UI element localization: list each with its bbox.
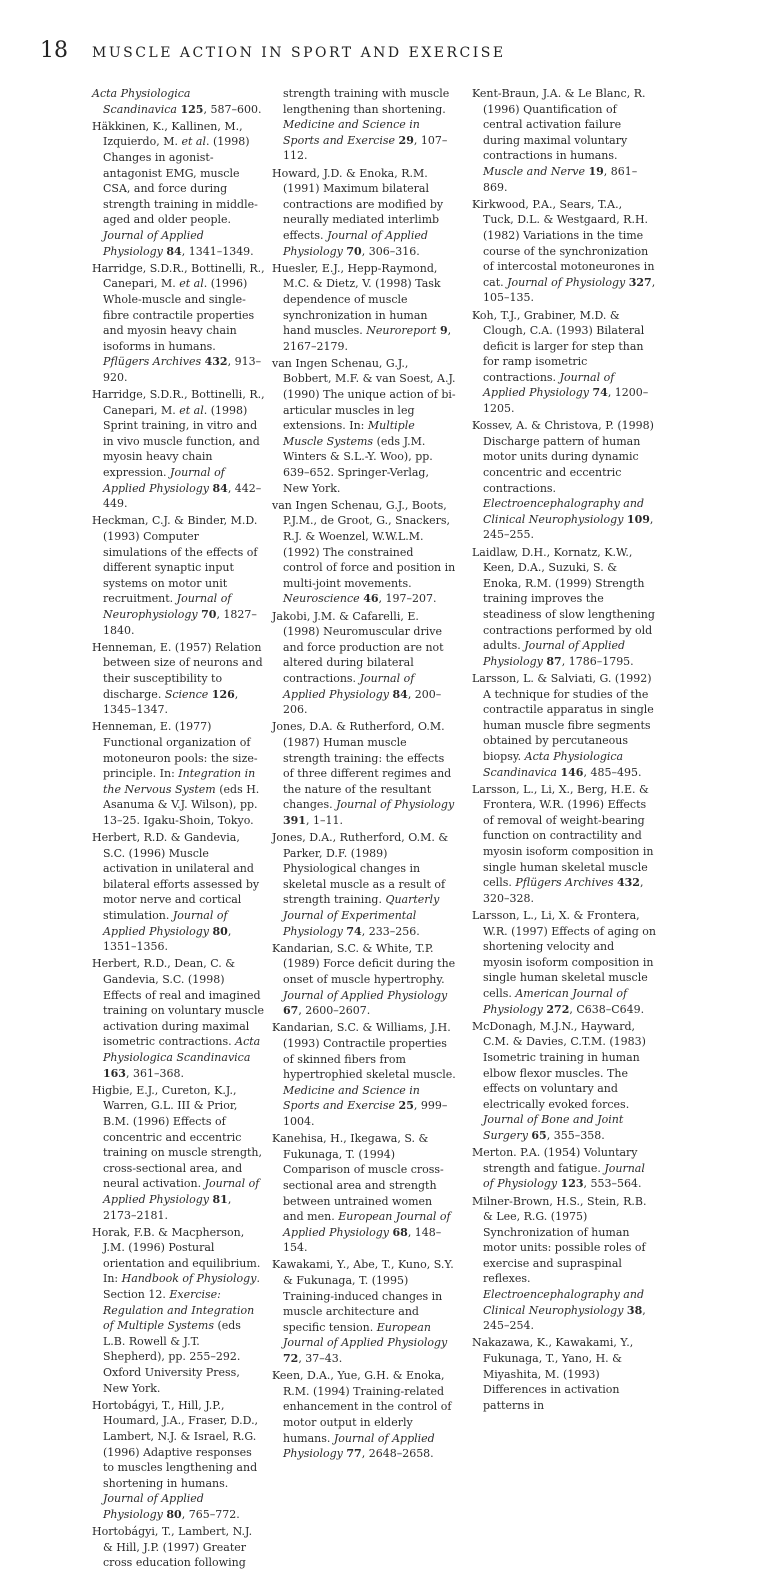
reference-entry [472,1019,656,1144]
volume-number: 80 [212,924,228,938]
reference-text: Huesler, E.J., Hepp-Raymond, M.C. & Dietz, V. (1998) Task dependence of muscle synchronization in human hand muscles. [272,261,441,338]
reference-text: , 2648–2658. [361,1447,434,1461]
reference-entry [272,166,456,260]
journal-title: Quarterly Journal of Experimental Physiology [283,893,440,938]
volume-number: 432 [616,876,640,890]
journal-title: Neuroreport [366,324,437,338]
reference-text: Henneman, E. (1957) Relation between size of neurons and their susceptibility to discharge. [92,640,263,701]
reference-text: Koh, T.J., Grabiner, M.D. & Clough, C.A. (1993) Bilateral deficit is larger for step than for ramp isometric contractions. [472,308,645,384]
reference-entry [272,1131,456,1256]
reference-entry [472,545,656,670]
reference-entry [272,609,456,718]
reference-text: Higbie, E.J., Cureton, K.J., Warren, G.L. III & Prior, B.M. (1996) Effects of concentric and eccentric training on muscle strength, cross-sectional area, and neural activation. [92,1083,262,1191]
reference-text: , 1345–1347. [103,687,239,717]
journal-title: et al [181,135,206,149]
reference-entry [92,513,265,638]
reference-text: , 913–920. [103,355,262,384]
reference-text: Milner-Brown, H.S., Stein, R.B. & Lee, R.G. (1975) Synchronization of human motor units: possible roles of exercise and supraspinal reflexes. [472,1194,647,1286]
reference-text: , 587–600. [203,102,262,116]
reference-entry [92,830,265,955]
journal-title: et al [179,403,204,417]
reference-text: , 197–207. [378,592,437,606]
journal-title: Electroencephalography and Clinical Neurophysiology [483,1288,644,1317]
journal-title: Journal of Applied Physiology [103,909,228,938]
journal-title: Journal of Physiology [507,275,626,289]
volume-number: 74 [592,386,608,400]
volume-number: 272 [546,1002,570,1016]
volume-number: 77 [346,1447,362,1461]
journal-title: Journal of Applied Physiology [283,1431,435,1461]
reference-text: , 1200–1205. [483,386,649,416]
reference-text: , 765–772. [181,1507,240,1521]
reference-entry [472,197,656,306]
journal-title: Science [164,687,209,701]
reference-text: Kent-Braun, J.A. & Le Blanc, R. (1996) Quantification of central activation failure during maximal voluntary contractions in humans. [472,87,646,163]
reference-entry [472,782,656,907]
volume-number: 70 [346,244,362,258]
volume-number: 70 [201,607,217,621]
reference-text: Herbert, R.D. & Gandevia, S.C. (1996) Muscle activation in unilateral and bilateral efforts assessed by motor nerve and cortical stimulation. [92,831,260,923]
volume-number: 123 [560,1177,584,1191]
volume-number: 84 [212,481,228,495]
reference-text: , C638–C649. [569,1002,645,1016]
reference-text: Kandarian, S.C. & White, T.P. (1989) Force deficit during the onset of muscle hypertrophy. [272,941,456,986]
reference-entry [272,498,456,607]
reference-text: , 105–135. [483,275,656,305]
reference-entry [272,1020,456,1129]
reference-text: . (1996) Whole-muscle and single-fibre contractile properties and myosin heavy chain isoforms in humans. [103,277,255,353]
journal-title: Exercise: Regulation and Integration of Multiple Systems [103,1288,255,1333]
reference-text: van Ingen Schenau, G.J., Boots, P.J.M., de Groot, G., Snackers, R.J. & Woenzel, W.W.L.M. (1992) The constrained control of force and position in multi-joint movements. [272,498,456,590]
volume-number: 38 [626,1303,643,1317]
volume-number: 72 [283,1352,299,1366]
journal-title: Journal of Applied Physiology [283,228,428,258]
reference-entry [472,1335,656,1413]
reference-text: Kirkwood, P.A., Sears, T.A., Tuck, D.L. & Westgaard, R.H. (1982) Variations in the time course of the synchronization of intercostal motoneurones in cat. [472,197,655,289]
volume-number: 46 [363,592,379,606]
journal-title: European Journal of Applied Physiology [283,1320,448,1350]
reference-text: , 1827–1840. [103,607,257,637]
reference-text: , 442–449. [103,481,262,511]
journal-title: Muscle and Nerve [483,164,585,178]
journal-title: et al [179,277,204,291]
volume-number: 146 [560,765,584,779]
volume-number: 327 [628,275,652,289]
journal-title: Journal of Applied Physiology [483,370,615,400]
journal-title: Journal of Applied Physiology [103,228,204,258]
journal-title: Journal of Applied Physiology [483,639,626,668]
reference-text: , 485–495. [583,765,642,779]
journal-title: Journal of Bone and Joint Surgery [483,1113,624,1142]
reference-text: Herbert, R.D., Dean, C. & Gandevia, S.C. (1998) Effects of real and imagined training on voluntary muscle activation during maximal isometric contractions. [92,957,265,1049]
journal-title: Handbook of Physiology [121,1272,257,1286]
volume-number: 126 [211,687,235,701]
reference-entry [472,418,656,543]
reference-text: , 1–11. [305,813,343,827]
reference-text: McDonagh, M.J.N., Hayward, C.M. & Davies, C.T.M. (1983) Isometric training in human elbow flexor muscles. The effects on voluntary and electrically evoked forces. [472,1019,646,1111]
reference-text: (eds L.B. Rowell & J.T. Shepherd), pp. 255–292. Oxford University Press, New York. [103,1319,241,1395]
journal-title: Integration in the Nervous System [103,767,256,796]
reference-text: , 200–206. [283,687,442,717]
reference-text: , 1341–1349. [181,244,254,258]
reference-text: . (1998) Changes in agonist-antagonist EMG, muscle CSA, and force during strength training in middle-aged and older people. [103,135,258,227]
journal-title: Journal of Physiology [483,1161,645,1191]
reference-text: (eds H. Asanuma & V.J. Wilson), pp. 13–25. Igaku-Shoin, Tokyo. [103,782,260,827]
volume-number: 84 [166,244,182,258]
references-column-2 [272,86,456,1463]
journal-title: European Journal of Applied Physiology [283,1210,451,1239]
journal-title: Medicine and Science in Sports and Exercise [283,118,420,147]
reference-text: Hortobágyi, T., Hill, J.P., Houmard, J.A., Fraser, D.D., Lambert, N.J. & Israel, R.G. (1996) Adaptive responses to muscles lengthening and shortening in humans. [92,1398,259,1490]
reference-text: , 999–1004. [283,1099,448,1128]
volume-number: 68 [392,1225,408,1239]
journal-title: Journal of Applied Physiology [103,1177,260,1206]
reference-entry [472,308,656,417]
journal-title: Journal of Applied Physiology [103,466,225,495]
journal-title: Acta Physiologica Scandinavica [92,87,191,116]
reference-text: , 107–112. [283,133,448,163]
reference-entry [92,1083,265,1223]
reference-text: Heckman, C.J. & Binder, M.D. (1993) Computer simulations of the effects of different synaptic input systems on motor unit recruitment. [92,514,258,606]
reference-text: Harridge, S.D.R., Bottinelli, R., Canepari, M. [92,388,265,417]
reference-entry [92,956,265,1081]
reference-entry [272,941,456,1019]
reference-entry [472,86,656,195]
volume-number: 391 [283,813,306,827]
reference-entry [92,1524,265,1571]
reference-text: (eds J.M. Winters & S.L.-Y. Woo), pp. 639–652. Springer-Verlag, New York. [283,434,433,495]
reference-text: Jones, D.A. & Rutherford, O.M. (1987) Human muscle strength training: the effects of three different regimes and the nature of the resultant changes. [272,720,452,812]
journal-title: Multiple Muscle Systems [283,419,415,448]
reference-entry [472,671,656,780]
reference-entry [472,1145,656,1192]
reference-text: van Ingen Schenau, G.J., Bobbert, M.F. & van Soest, A.J. (1990) The unique action of bi-articular muscles in leg extensions. In: [272,356,456,433]
reference-text: Harridge, S.D.R., Bottinelli, R., Canepari, M. [92,261,265,291]
reference-text: . Section 12. [103,1272,260,1302]
reference-text: , 245–254. [483,1303,646,1333]
reference-text: Kanehisa, H., Ikegawa, S. & Fukunaga, T. (1994) Comparison of muscle cross-sectional area and strength between untrained women and men. [272,1132,444,1224]
running-title: MUSCLE ACTION IN SPORT AND EXERCISE [92,45,506,61]
journal-title: Journal of Neurophysiology [103,592,232,621]
reference-entry [272,719,456,828]
reference-text: Keen, D.A., Yue, G.H. & Enoka, R.M. (1994) Training-related enhancement in the control of motor output in elderly humans. [272,1369,452,1445]
reference-text: Merton. P.A. (1954) Voluntary strength and fatigue. [472,1146,638,1175]
volume-number: 125 [180,102,204,116]
reference-entry [272,356,456,496]
journal-title: Pflügers Archives [103,355,202,369]
journal-title: Electroencephalography and Clinical Neurophysiology [483,497,644,526]
reference-entry [272,86,456,164]
volume-number: 81 [212,1192,228,1206]
journal-title: American Journal of Physiology [483,987,628,1016]
reference-text: , 355–358. [546,1128,605,1142]
reference-entry [472,908,656,1017]
reference-text: Kandarian, S.C. & Williams, J.H. (1993) Contractile properties of skinned fibers from hypertrophied skeletal muscle. [272,1021,456,1082]
journal-title: Journal of Applied Physiology [283,671,415,701]
volume-number: 65 [531,1128,547,1142]
reference-entry [272,1257,456,1366]
journal-title: Journal of Applied Physiology [103,1492,204,1521]
running-header [40,38,506,68]
journal-title: Neuroscience [283,592,360,606]
reference-text: , 245–255. [483,512,654,542]
reference-text: , 37–43. [298,1352,343,1366]
reference-entry [92,1225,265,1397]
reference-text: , 233–256. [361,924,420,938]
reference-text: Larsson, L., Li, X., Berg, H.E. & Frontera, W.R. (1996) Effects of removal of weight-bearing function on contractility and myosin isoform composition in single human skeletal muscle cells. [472,782,654,890]
reference-text: , 2600–2607. [298,1004,371,1018]
reference-text: Jones, D.A., Rutherford, O.M. & Parker, D.F. (1989) Physiological changes in skeletal muscle as a result of strength training. [272,831,449,907]
reference-text: Kossev, A. & Christova, P. (1998) Discharge pattern of human motor units during dynamic concentric and eccentric contractions. [472,419,654,495]
volume-number: 9 [439,324,448,338]
reference-text: Henneman, E. (1977) Functional organization of motoneuron pools: the size-principle. In: [92,720,258,781]
reference-text: , 1351–1356. [103,924,232,954]
reference-text: , 306–316. [361,244,420,258]
reference-text: , 320–328. [483,876,644,905]
reference-entry [92,119,265,259]
reference-text: Laidlaw, D.H., Kornatz, K.W., Keen, D.A., Suzuki, S. & Enoka, R.M. (1999) Strength training improves the steadiness of slow lengthening contractions performed by old adults. [472,545,655,653]
volume-number: 87 [546,654,562,668]
reference-text: . (1998) Sprint training, in vitro and in vivo muscle function, and myosin heavy chain expression. [103,403,260,480]
reference-text: Jakobi, J.M. & Cafarelli, E. (1998) Neuromuscular drive and force production are not altered during bilateral contractions. [272,609,444,685]
reference-text: Larsson, L. & Salviati, G. (1992) A technique for studies of the contractile apparatus in single human muscle fibre segments obtained by percutaneous biopsy. [472,671,654,763]
volume-number: 19 [588,164,604,178]
volume-number: 74 [346,924,362,938]
journal-title: Medicine and Science in Sports and Exercise [283,1083,420,1113]
volume-number: 29 [398,133,414,147]
volume-number: 67 [283,1004,299,1018]
journal-title: Journal of Applied Physiology [283,988,448,1002]
volume-number: 109 [626,512,650,526]
reference-entry [92,1398,265,1523]
reference-text: Nakazawa, K., Kawakami, Y., Fukunaga, T., Yano, H. & Miyashita, M. (1993) Differences in activation patterns in [472,1336,634,1412]
reference-text: strength training with muscle lengthening than shortening. [283,87,450,116]
reference-text: Larsson, L., Li, X. & Frontera, W.R. (1997) Effects of aging on shortening velocity and myosin isoform composition in single human skeletal muscle cells. [472,909,656,1000]
volume-number: 84 [392,687,408,701]
reference-entry [92,640,265,718]
reference-text: Hortobágyi, T., Lambert, N.J. & Hill, J.P. (1997) Greater cross education following [92,1525,253,1570]
references-column-3 [472,86,656,1415]
reference-text: , 361–368. [125,1066,184,1080]
reference-text: , 2167–2179. [283,324,452,353]
reference-entry [472,1194,656,1334]
reference-text: Kawakami, Y., Abe, T., Kuno, S.Y. & Fukunaga, T. (1995) Training-induced changes in muscle architecture and specific tension. [272,1258,454,1334]
reference-text: Häkkinen, K., Kallinen, M., Izquierdo, M. [92,119,243,149]
references-column-1 [92,86,265,1573]
journal-title: Pflügers Archives [515,876,614,890]
journal-title: Acta Physiologica Scandinavica [103,1035,261,1064]
reference-entry [272,1368,456,1462]
reference-entry [92,261,265,386]
reference-entry [272,261,456,355]
volume-number: 432 [204,355,228,369]
reference-text: , 553–564. [583,1177,642,1191]
reference-text: , 1786–1795. [561,654,634,668]
volume-number: 163 [103,1066,126,1080]
reference-entry [92,387,265,512]
reference-entry [272,830,456,939]
reference-text: , 861–869. [483,164,638,194]
volume-number: 25 [398,1099,414,1113]
reference-text: Howard, J.D. & Enoka, R.M. (1991) Maximum bilateral contractions are modified by neurally mediated interlimb effects. [272,166,444,242]
reference-entry [92,86,265,117]
volume-number: 80 [166,1507,182,1521]
reference-text: Horak, F.B. & Macpherson, J.M. (1996) Postural orientation and equilibrium. In: [92,1225,261,1286]
journal-title: Journal of Physiology [336,798,455,812]
reference-text: , 148–154. [283,1225,442,1255]
reference-entry [92,719,265,828]
reference-text: , 2173–2181. [103,1192,232,1222]
page-number: 18 [40,38,68,63]
journal-title: Acta Physiologica Scandinavica [483,749,624,779]
